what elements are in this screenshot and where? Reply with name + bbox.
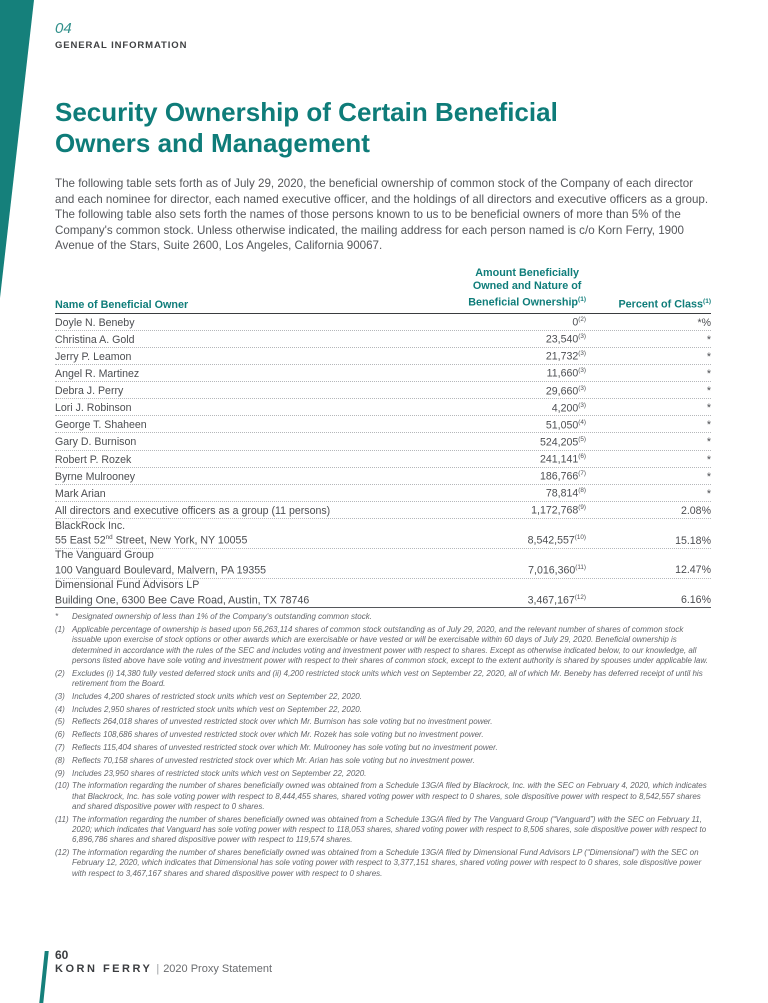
amount-footnote-ref: (12)	[574, 593, 586, 601]
owner-name: Lori J. Robinson	[55, 402, 132, 415]
cell-percent: *	[706, 350, 711, 363]
footnote	[55, 692, 713, 702]
footnote	[55, 717, 713, 727]
footnote-text: Excludes (i) 14,380 fully vested deferred stock units and (ii) 4,200 restricted stock units which vest on September 22, 2020, all of which Mr. Beneby has deferred receipt of until his retirement from the Board.	[72, 668, 703, 688]
cell-owner-name	[55, 419, 436, 432]
cell-percent: *	[706, 419, 711, 432]
cell-percent: 15.18%	[675, 534, 711, 547]
footnote-marker: (12)	[55, 848, 70, 858]
section-number: 04	[55, 20, 72, 37]
footer-page-number: 60	[55, 948, 69, 962]
footnote-marker: (6)	[55, 730, 65, 740]
amount-footnote-ref: (3)	[578, 333, 586, 341]
footnote	[55, 612, 713, 622]
footnote	[55, 669, 713, 690]
amount-header-line2: Owned and Nature of	[472, 279, 582, 292]
footer-teal-slash	[39, 951, 48, 1003]
table-body	[55, 314, 711, 609]
footnote-marker: (1)	[55, 625, 65, 635]
cell-amount: 241,141$^{(6)}$	[540, 453, 586, 466]
owner-name: George T. Shaheen	[55, 419, 147, 432]
cell-owner-name	[55, 579, 436, 607]
footnote-text: The information regarding the number of shares beneficially owned was obtained from a Schedule 13G/A filed by The Vanguard Group (“Vanguard”) with the SEC on February 11, 2020; which indicates that Vanguard has sole voting power with respect to 118,053 shares, shared voting power with respect to 8,506 shares, sole dispositive power with respect to 6,896,786 shares and shared dispositive power with respect to 119,574 shares.	[72, 814, 707, 845]
footnote-text: Includes 4,200 shares of restricted stock units which vest on September 22, 2020.	[72, 691, 362, 701]
cell-amount: 524,205$^{(5)}$	[540, 435, 586, 449]
cell-amount: 186,766$^{(7)}$	[540, 470, 586, 483]
cell-amount: 29,660$^{(3)}$	[545, 384, 586, 398]
cell-amount: 3,467,167$^{(12)}$	[527, 593, 586, 607]
footnote-marker: (4)	[55, 704, 65, 714]
footnote-text: The information regarding the number of shares beneficially owned was obtained from a Schedule 13G/A filed by Dimensional Fund Advisors LP (“Dimensional”) with the SEC on February 12, 2020, which indicates that Dimensional has sole voting power with respect to 3,377,151 shares, shared voting power with respect to 0 shares, sole dispositive power with respect to 3,467,167 shares and shared dispositive power with respect to 0 shares.	[72, 848, 702, 878]
cell-amount: 4,200$^{(3)}$	[551, 401, 586, 415]
table-row	[55, 365, 711, 382]
footnote	[55, 705, 713, 715]
cell-amount: 7,016,360$^{(11)}$	[528, 563, 586, 577]
cell-amount: 0$^{(2)}$	[572, 316, 586, 329]
table-row	[55, 433, 711, 450]
footnote-marker: (8)	[55, 755, 65, 765]
cell-owner-name	[55, 385, 436, 398]
table-row	[55, 502, 711, 519]
footer-brand-line	[55, 963, 272, 975]
cell-owner-name	[55, 351, 436, 364]
footnote	[55, 730, 713, 740]
cell-percent: *	[706, 487, 711, 500]
owner-name: The Vanguard Group	[55, 549, 154, 562]
page-title	[55, 97, 713, 159]
amount-footnote-ref: (10)	[574, 534, 586, 542]
table-row	[55, 451, 711, 468]
footnote-marker: *	[55, 612, 59, 622]
cell-percent: *	[706, 402, 711, 415]
table-row	[55, 519, 711, 549]
footnote-text: Reflects 115,404 shares of unvested restricted stock over which Mr. Mulrooney has sole voting but no investment power.	[72, 742, 498, 752]
intro-paragraph: The following table sets forth as of July 29, 2020, the beneficial ownership of common stock of the Company of each director and each nominee for director, each named executive officer, and the holdings of all directors and executive officers as a group. The following table also sets forth the names of those persons known to us to be beneficial owners of more than 5% of the Company's common stock. Unless otherwise indicated, the mailing address for each person named is c/o Korn Ferry, 1900 Avenue of the Stars, Suite 2600, Los Angeles, California 90067.	[55, 177, 709, 253]
footnote	[55, 781, 713, 812]
owner-address: 100 Vanguard Boulevard, Malvern, PA 19355	[55, 564, 267, 577]
owner-name: Angel R. Martinez	[55, 367, 140, 380]
amount-footnote-ref: (5)	[578, 435, 586, 443]
owner-name: Jerry P. Leamon	[55, 350, 132, 363]
footnote-marker: (9)	[55, 768, 65, 778]
cell-percent: *	[706, 367, 711, 380]
amount-header-footnote-ref: (1)	[578, 295, 586, 303]
amount-footnote-ref: (3)	[578, 401, 586, 409]
table-row	[55, 549, 711, 579]
footnote	[55, 769, 713, 779]
cell-owner-name	[55, 317, 436, 330]
cell-owner-name	[55, 334, 436, 347]
amount-footnote-ref: (3)	[578, 367, 586, 375]
amount-footnote-ref: (11)	[575, 563, 586, 571]
footnote-text: Reflects 70,158 shares of unvested restricted stock over which Mr. Arian has sole voting but no investment power.	[72, 755, 475, 765]
cell-percent: *	[706, 453, 711, 466]
footnote-marker: (7)	[55, 742, 65, 752]
table-row	[55, 579, 711, 609]
cell-owner-name	[55, 488, 436, 501]
owner-name: Gary D. Burnison	[55, 436, 137, 449]
cell-owner-name	[55, 471, 436, 484]
footnote-text: Includes 23,950 shares of restricted stock units which vest on September 22, 2020.	[72, 768, 367, 778]
table-row	[55, 348, 711, 365]
cell-owner-name	[55, 368, 436, 381]
footnote	[55, 815, 713, 846]
cell-amount: 1,172,768$^{(9)}$	[531, 504, 586, 517]
column-header-percent: Percent of Class$^{(1)}$	[618, 297, 711, 311]
owner-name: Debra J. Perry	[55, 385, 124, 398]
amount-footnote-ref: (3)	[578, 350, 586, 358]
column-header-amount	[436, 267, 586, 311]
cell-amount: 51,050$^{(4)}$	[545, 418, 586, 432]
table-row	[55, 416, 711, 433]
cell-amount: 23,540$^{(3)}$	[545, 333, 586, 346]
table-row	[55, 485, 711, 502]
owner-name: Christina A. Gold	[55, 333, 135, 346]
page-title-line1: Security Ownership of Certain Beneficial	[55, 97, 558, 127]
page-content	[55, 0, 713, 882]
footnote-marker: (3)	[55, 691, 65, 701]
footnote-text: Designated ownership of less than 1% of the Company's outstanding common stock.	[72, 612, 372, 622]
amount-footnote-ref: (2)	[578, 316, 586, 324]
table-row	[55, 399, 711, 416]
cell-percent: *%	[697, 316, 711, 329]
table-row	[55, 382, 711, 399]
footnote-marker: (2)	[55, 668, 65, 678]
amount-footnote-ref: (7)	[578, 470, 586, 478]
cell-amount: 11,660$^{(3)}$	[546, 367, 586, 380]
cell-owner-name	[55, 436, 436, 449]
footnote	[55, 756, 713, 766]
cell-percent: 6.16%	[680, 594, 711, 607]
owner-name: Mark Arian	[55, 487, 106, 500]
table-row	[55, 314, 711, 331]
owner-name: BlackRock Inc.	[55, 519, 126, 532]
column-header-name: Name of Beneficial Owner	[55, 298, 189, 311]
footnote-text: Reflects 108,686 shares of unvested restricted stock over which Mr. Rozek has sole voting but no investment power.	[72, 730, 484, 740]
owner-address: Building One, 6300 Bee Cave Road, Austin, TX 78746	[55, 594, 310, 607]
amount-footnote-ref: (8)	[578, 487, 586, 495]
owner-name: Dimensional Fund Advisors LP	[55, 579, 200, 591]
amount-header-line3: Beneficial Ownership$^{(1)}$	[468, 295, 586, 309]
page-title-line2: Owners and Management	[55, 128, 370, 158]
page-footer	[0, 948, 768, 1000]
owner-name: Byrne Mulrooney	[55, 470, 136, 483]
table-header-row	[55, 267, 711, 314]
cell-amount: 8,542,557$^{(10)}$	[527, 534, 586, 547]
footnote	[55, 625, 713, 666]
footnote-text: The information regarding the number of shares beneficially owned was obtained from a Schedule 13G/A filed by Blackrock, Inc. with the SEC on February 4, 2020, which indicates that Blackrock, Inc. has sole voting power with respect to 8,444,455 shares, shared voting power with respect to 0 shares, sole dispositive power with respect to 8,542,557 shares and shared dispositive power with respect to 0 shares.	[72, 781, 707, 811]
cell-percent: *	[706, 470, 711, 483]
cell-amount: 78,814$^{(8)}$	[545, 487, 586, 500]
footnote-text: Reflects 264,018 shares of unvested restricted stock over which Mr. Burnison has sole voting but no investment power.	[72, 717, 493, 727]
footnote-text: Includes 2,950 shares of restricted stock units which vest on September 22, 2020.	[72, 704, 362, 714]
owner-name: All directors and executive officers as a group (11 persons)	[55, 504, 331, 517]
amount-footnote-ref: (3)	[578, 384, 586, 392]
beneficial-ownership-table	[55, 267, 711, 608]
footer-brand: KORN FERRY	[55, 963, 153, 975]
amount-header-line1: Amount Beneficially	[475, 266, 580, 279]
table-row	[55, 468, 711, 485]
section-label: GENERAL INFORMATION	[55, 40, 188, 51]
footnote-text: Applicable percentage of ownership is based upon 56,263,114 shares of common stock outstanding as of July 29, 2020, and the relevant number of shares of common stock issuable upon exercise of stock options or other awards which are exercisable or have vested or will be exercisable within 60 days of July 29, 2020. Beneficial ownership is determined in accordance with the rules of the SEC and includes voting and investment power with respect to shares. Except as otherwise indicated below, to our knowledge, all persons listed above have sole voting and investment power with respect to their shares of common stock, except to the extent authority is shared by spouses under applicable law.	[72, 625, 708, 665]
cell-owner-name	[55, 520, 436, 548]
cell-owner-name	[55, 454, 436, 467]
owner-address: 55 East 52nd Street, New York, NY 10055	[55, 534, 248, 547]
footer-statement: 2020 Proxy Statement	[163, 963, 273, 975]
amount-footnote-ref: (4)	[578, 418, 586, 426]
owner-name: Robert P. Rozek	[55, 453, 132, 466]
column-header-amount-block	[468, 267, 586, 310]
cell-percent: *	[706, 436, 711, 449]
cell-percent: 12.47%	[675, 564, 711, 577]
table-row	[55, 331, 711, 348]
cell-percent: 2.08%	[680, 504, 711, 517]
footnote	[55, 848, 713, 879]
footnote	[55, 743, 713, 753]
cell-owner-name	[55, 402, 436, 415]
footnote-marker: (10)	[55, 781, 70, 791]
footnote-marker: (11)	[55, 814, 69, 824]
amount-footnote-ref: (6)	[578, 453, 586, 461]
cell-percent: *	[706, 385, 711, 398]
cell-owner-name	[55, 549, 436, 577]
cell-owner-name	[55, 505, 436, 518]
footnotes-section	[55, 612, 713, 879]
teal-corner-wedge	[0, 0, 34, 298]
percent-header-footnote-ref: (1)	[703, 297, 711, 305]
footnote-marker: (5)	[55, 717, 65, 727]
amount-footnote-ref: (9)	[578, 504, 586, 512]
cell-percent: *	[706, 333, 711, 346]
cell-amount: 21,732$^{(3)}$	[545, 350, 586, 363]
owner-name: Doyle N. Beneby	[55, 316, 135, 329]
footer-divider: |	[156, 963, 160, 975]
